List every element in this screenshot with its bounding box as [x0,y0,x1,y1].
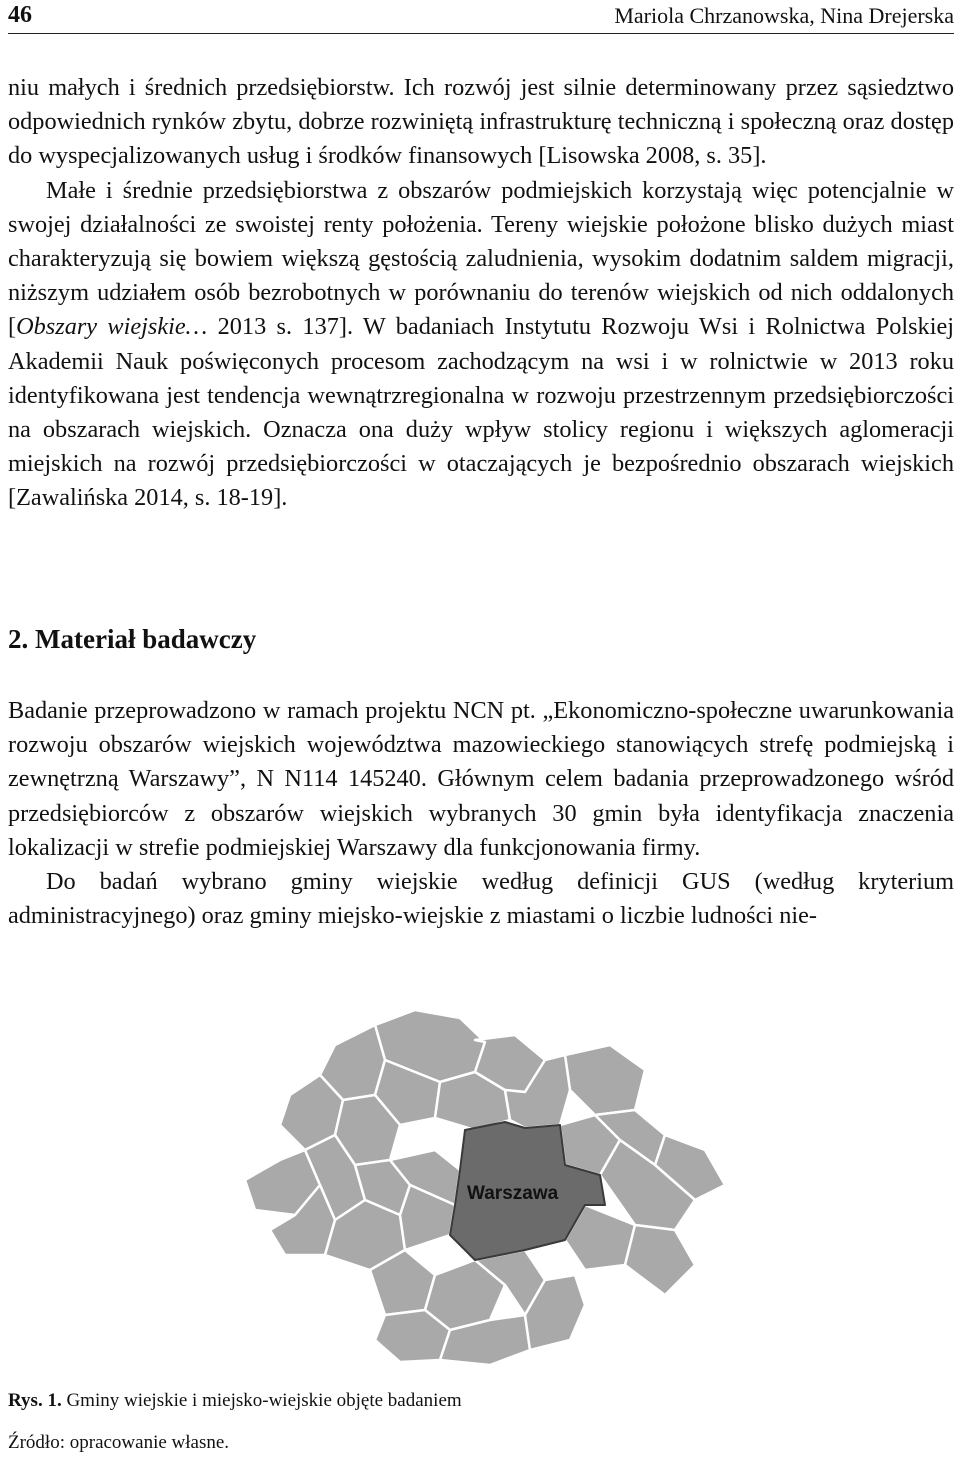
page-number: 46 [8,2,32,28]
gmina-region [565,1045,645,1115]
paragraph-text: 2013 s. 137]. W badaniach Instytutu Rozwoju Wsi i Rolnictwa Polskiej Akademii Nauk poświęconych procesom zachodzącym na wsi i w rolnictwie w 2013 roku identyfikowana jest tendencja wewnątrzregionalna w rozwoju przestrzennym przedsiębiorczości na obszarach wiejskich. Oznacza ona duży wpływ stolicy regionu i większych aglomeracji miejskich na rozwój przedsiębiorczości w otaczających je bezpośrednio obszarach wiejskich [Zawalińska 2014, s. 18-19]. [8,313,954,512]
paragraph: niu małych i średnich przedsiębiorstw. Ich rozwój jest silnie determinowany przez sąsiedztwo odpowiednich rynków zbytu, dobrze rozwiniętą infrastrukturę techniczną i społeczną oraz dostęp do wyspecjalizowanych usług i środków finansowych [Lisowska 2008, s. 35]. [8,74,954,170]
section-2-text [8,694,954,933]
citation-italic: Obszary wiejskie… [16,313,208,341]
paragraph: Badanie przeprowadzono w ramach projektu NCN pt. „Ekonomiczno-społeczne uwarunkowania rozwoju obszarów wiejskich województwa mazowieckiego stanowiących strefę podmiejską i zewnętrzną Warszawy”, N N114 145240. Głównym celem badania przeprowadzonego wśród przedsiębiorców z obszarów wiejskich wybranych 30 gmin była identyfikacja znaczenia lokalizacji w strefie podmiejskiej Warszawy dla funkcjonowania firmy. [8,697,954,861]
gminy-map [225,1000,745,1375]
paragraph-text: Małe i średnie przedsiębiorstwa z obszarów podmiejskich korzystają więc potencjalnie w swojej działalności ze swoistej renty położenia. Tereny wiejskie położone blisko dużych miast charakteryzują się bowiem większą gęstością zaludnienia, wysokim dodatnim saldem migracji, niższym udziałem osób bezrobotnych w porównaniu do terenów wiejskich od nich oddalonych [ [8,176,954,341]
map-label-warszawa: Warszawa [467,1183,559,1204]
section-1-text [8,71,954,516]
caption-prefix: Rys. 1. [8,1390,62,1411]
caption-text: Gminy wiejskie i miejsko-wiejskie objęte badaniem [61,1390,462,1411]
paragraph: Do badań wybrano gminy wiejskie według definicji GUS (według kryterium administracyjnego) oraz gminy miejsko-wiejskie z miastami o liczbie ludności nie- [8,868,954,930]
figure-caption [8,1390,462,1412]
paragraph [8,174,954,516]
figure-source: Źródło: opracowanie własne. [8,1432,230,1453]
section-heading: 2. Materiał badawczy [8,624,257,654]
running-header-authors: Mariola Chrzanowska, Nina Drejerska [614,3,954,28]
page-header [8,0,954,34]
gmina-region [625,1225,695,1295]
figure-map [225,1000,745,1375]
